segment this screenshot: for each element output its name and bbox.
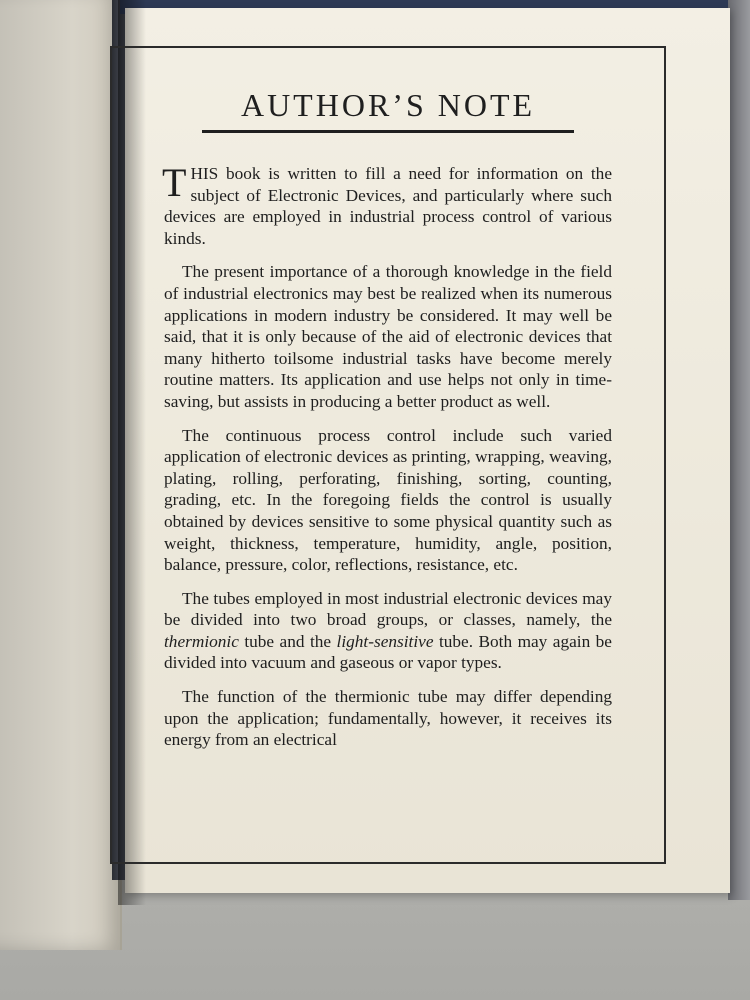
page-title: AUTHOR’S NOTE xyxy=(240,87,536,123)
paragraph-text: The tubes employed in most industrial electronic devices may be divided into two broad groups, or classes, namely, the xyxy=(164,588,612,630)
paragraph-2: The present importance of a thorough knowledge in the field of industrial electronics may best be realized when its numerous applications in modern industry be considered. It may well be said, that it is only because of the aid of electronic devices that many hitherto toilsome industrial tasks have become merely routine matters. Its application and use helps not only in time-saving, but assists in producing a better product as well. xyxy=(164,262,612,411)
opposite-page xyxy=(0,0,122,950)
paragraph-text: tube. Both may again be divided into vacuum and gaseous or vapor types. xyxy=(164,631,612,673)
book-right-edge xyxy=(728,0,750,900)
title-underline xyxy=(202,130,574,133)
paragraph-text: tube and the xyxy=(238,631,337,651)
paragraph-3: The continuous process control include such varied application of electronic devices as printing, wrapping, weaving, plating, rolling, perforating, finishing, sorting, counting, grading, etc. In the foregoing fields the control is usually obtained by devices sensitive to some physical quantity such as weight, thickness, temperature, humidity, angle, position, balance, pressure, color, reflections, resistance, etc. xyxy=(164,425,612,575)
drop-cap: T xyxy=(162,160,187,205)
paragraph-text: HIS book is written to fill a need for information on the subject of Electronic Devices, and particularly where such devices are employed in industrial process control of various kinds. xyxy=(164,164,612,248)
paragraph-1 xyxy=(162,160,612,249)
paragraph-4 xyxy=(164,588,612,674)
note-body xyxy=(162,160,612,751)
paragraph-5: The function of the thermionic tube may differ depending upon the application; fundamentally, however, it receives its energy from an electrical xyxy=(164,687,612,750)
italic-term: light-sensitive xyxy=(336,631,434,651)
italic-term: thermionic xyxy=(164,631,239,651)
page-border-frame xyxy=(110,46,666,864)
